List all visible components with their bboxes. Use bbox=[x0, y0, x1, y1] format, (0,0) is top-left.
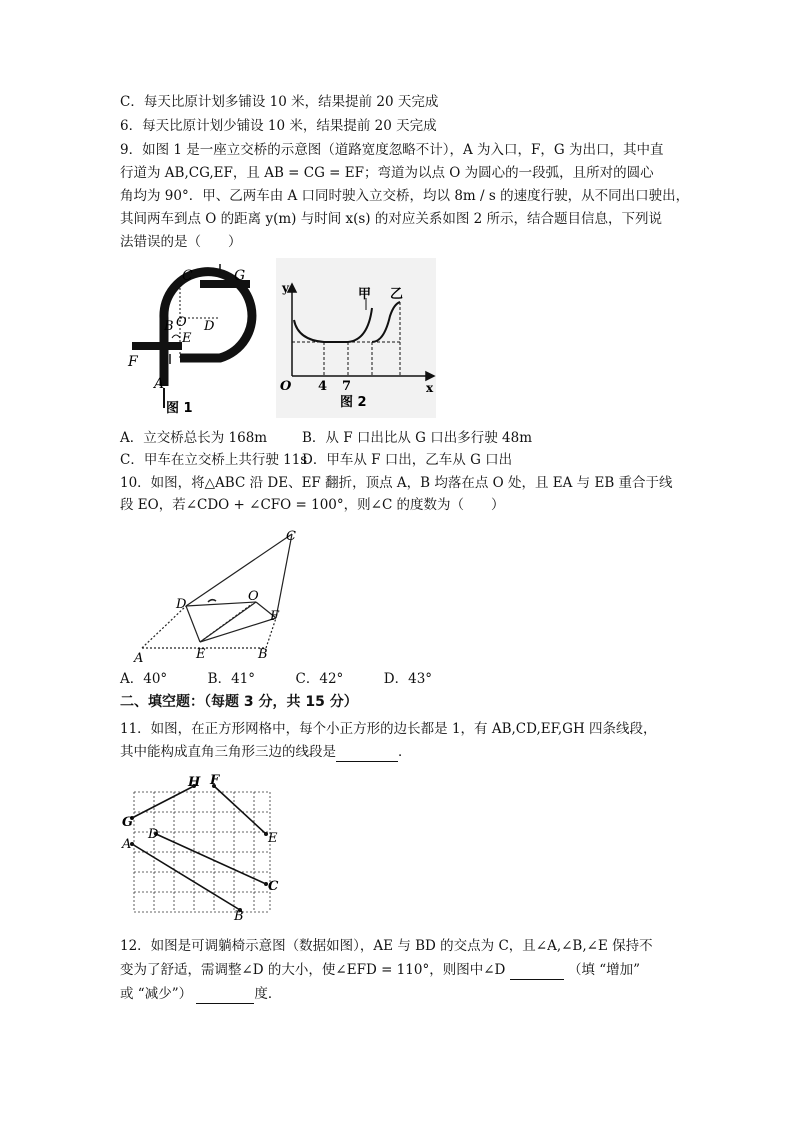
q10-stem-2: 段 EO，若∠CDO + ∠CFO = 100°，则∠C 的度数为（ ） bbox=[120, 497, 505, 513]
fig10-label-f: F bbox=[270, 609, 280, 624]
fig1-label-d: D bbox=[204, 319, 215, 334]
q11-stem-2 bbox=[120, 742, 412, 762]
fig1-label-e: E bbox=[182, 331, 192, 346]
fig1-label-o: O bbox=[176, 315, 187, 330]
q11-answer-blank[interactable] bbox=[336, 747, 398, 762]
q12-change-blank[interactable] bbox=[510, 965, 564, 980]
distance-time-graph-figure-2 bbox=[276, 258, 436, 418]
fig2-tick-4: 4 bbox=[318, 379, 328, 394]
q9-stem-3: 角均为 90°．甲、乙两车由 A 口同时驶入立交桥，均以 8m / s 的速度行驶，从不同出口驶出， bbox=[120, 188, 690, 204]
fig10-label-b: B bbox=[258, 647, 268, 662]
fig1-label-c: C bbox=[182, 268, 193, 284]
fig2-x-label: x bbox=[426, 381, 434, 395]
fig1-caption: 图 1 bbox=[166, 401, 193, 416]
fig11-label-c: C bbox=[268, 879, 279, 894]
fig10-label-c: C bbox=[286, 529, 296, 544]
fig11-label-f: F bbox=[210, 773, 220, 788]
fig10-label-o: O bbox=[248, 589, 259, 604]
fig11-label-h: H bbox=[188, 775, 201, 790]
fig11-label-g: G bbox=[122, 815, 134, 830]
fig1-label-b: B bbox=[164, 319, 174, 334]
fig1-label-f: F bbox=[128, 354, 138, 370]
fig1-label-a: A bbox=[154, 376, 165, 392]
fig1-label-g: G bbox=[234, 268, 246, 284]
fig2-series-jia: 甲 bbox=[358, 287, 372, 302]
q9-option-b: B．从 F 口出比从 G 口出多行驶 48m bbox=[302, 430, 533, 446]
q12-stem-2 bbox=[120, 960, 640, 980]
fold-triangle-figure bbox=[120, 522, 320, 664]
fig11-label-a: A bbox=[122, 837, 132, 852]
q9-option-a: A．立交桥总长为 168m bbox=[120, 430, 268, 446]
q10-stem-1: 10．如图，将△ABC 沿 DE、EF 翻折，顶点 A，B 均落在点 O 处，且 EA 与 EB 重合于线 bbox=[120, 475, 673, 491]
q10-options: A．40° B．41° C．42° D．43° bbox=[120, 671, 433, 687]
fig10-label-e: E bbox=[196, 647, 206, 662]
q9-stem-5: 法错误的是（ ） bbox=[120, 234, 242, 250]
section-2-heading: 二、填空题：（每题 3 分，共 15 分） bbox=[120, 694, 358, 710]
fig2-tick-7: 7 bbox=[342, 379, 352, 394]
fig11-label-b: B bbox=[234, 909, 244, 920]
q12-stem-3-end: 度． bbox=[254, 986, 282, 1002]
q9-stem-1: 9．如图 1 是一座立交桥的示意图（道路宽度忽略不计），A 为入口，F，G 为出口，其中直 bbox=[120, 142, 664, 158]
fig10-label-d: D bbox=[176, 597, 187, 612]
q11-stem-2-end: ． bbox=[398, 744, 412, 760]
fig10-label-a: A bbox=[134, 651, 144, 664]
fig2-caption: 图 2 bbox=[340, 395, 367, 410]
q9-option-c: C．甲车在立交桥上共行驶 11s bbox=[120, 452, 308, 468]
fig2-series-yi: 乙 bbox=[390, 287, 404, 302]
q12-degree-blank[interactable] bbox=[196, 989, 254, 1004]
fig11-label-e: E bbox=[268, 831, 278, 846]
fig2-y-label: y bbox=[282, 281, 289, 295]
q8-option-d: 6．每天比原计划少铺设 10 米，结果提前 20 天完成 bbox=[120, 118, 437, 134]
interchange-figure-1 bbox=[120, 258, 270, 418]
q9-stem-2: 行道为 AB,CG,EF，且 AB = CG = EF；弯道为以点 O 为圆心的一段弧，且所对的圆心 bbox=[120, 165, 654, 181]
q11-stem-2-text: 其中能构成直角三角形三边的线段是 bbox=[120, 744, 336, 760]
q11-stem-1: 11．如图，在正方形网格中，每个小正方形的边长都是 1，有 AB,CD,EF,GH 四条线段， bbox=[120, 721, 657, 737]
q9-stem-4: 其间两车到点 O 的距离 y(m) 与时间 x(s) 的对应关系如图 2 所示，结合题目信息，下列说 bbox=[120, 211, 663, 227]
q12-stem-3-text: 或 “减少”） bbox=[120, 986, 193, 1002]
q9-option-d: D．甲车从 F 口出，乙车从 G 口出 bbox=[302, 452, 513, 468]
q8-option-c: C．每天比原计划多铺设 10 米，结果提前 20 天完成 bbox=[120, 94, 439, 110]
q12-stem-2-end: （填 “增加” bbox=[567, 962, 641, 978]
q12-stem-3 bbox=[120, 984, 281, 1004]
q12-stem-2-text: 变为了舒适，需调整∠D 的大小，使∠EFD = 110°，则图中∠D bbox=[120, 962, 506, 978]
fig2-origin: O bbox=[280, 379, 292, 394]
grid-segments-figure bbox=[120, 772, 290, 920]
q12-stem-1: 12．如图是可调躺椅示意图（数据如图），AE 与 BD 的交点为 C，且∠A,∠B,∠E 保持不 bbox=[120, 938, 653, 954]
fig11-label-d: D bbox=[148, 827, 159, 842]
